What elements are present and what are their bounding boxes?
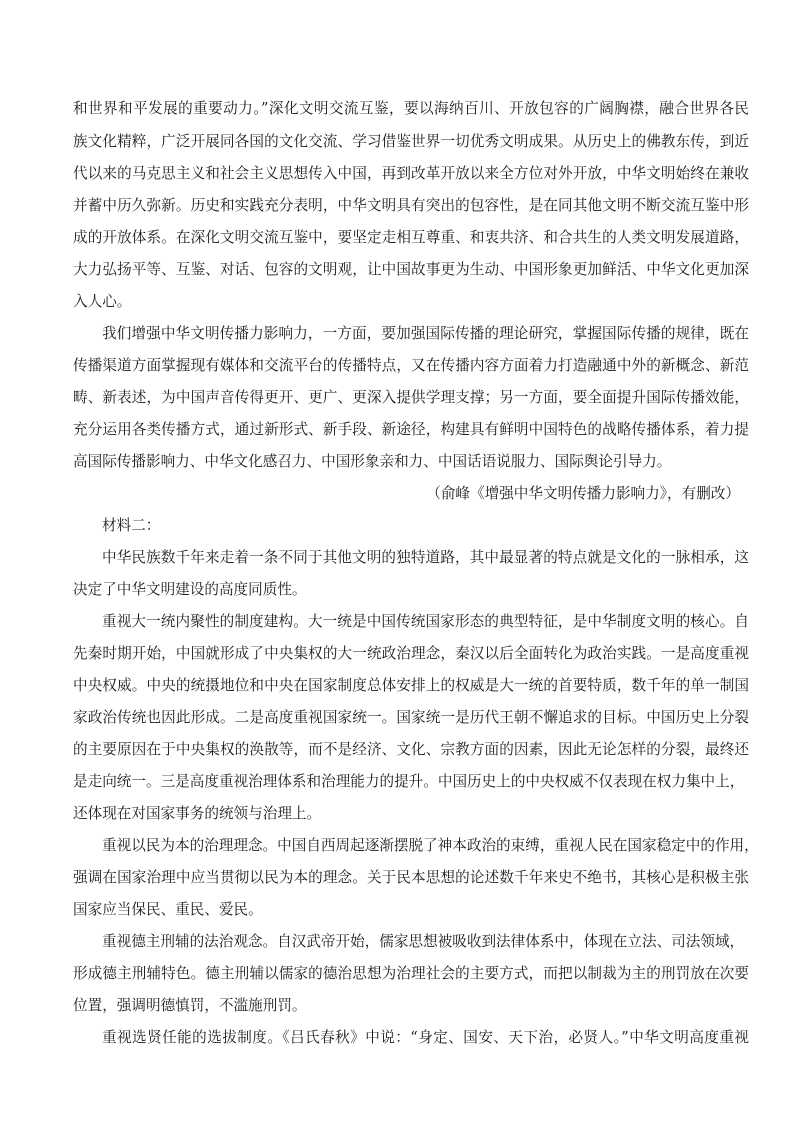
text-line: 重视德主刑辅的法治观念。自汉武帝开始，儒家思想被吸收到法律体系中，体现在立法、司法领域， bbox=[102, 933, 745, 950]
text-line: 传播渠道方面掌握现有媒体和交流平台的传播特点，又在传播内容方面着力打造融通中外的新概念、新范 bbox=[73, 357, 749, 374]
text-line: 决定了中华文明建设的高度同质性。 bbox=[73, 581, 307, 598]
text-line: 重视大一统内聚性的制度建构。大一统是中国传统国家形态的典型特征，是中华制度文明的核心。自 bbox=[102, 613, 749, 630]
text-line: 中央权威。中央的统摄地位和中央在国家制度总体安排上的权威是大一统的首要特质，数千年的单一制国 bbox=[73, 677, 749, 694]
text-line: 畴、新表述，为中国声音传得更开、更广、更深入提供学理支撑；另一方面，要全面提升国际传播效能， bbox=[73, 389, 749, 406]
text-line: 我们增强中华文明传播力影响力，一方面，要加强国际传播的理论研究，掌握国际传播的规律，既在 bbox=[102, 325, 749, 342]
text-line: 重视选贤任能的选拔制度。《吕氏春秋》中说：“身定、国安、天下治，必贤人。”中华文明高度重视 bbox=[102, 1029, 749, 1046]
text-line: 大力弘扬平等、互鉴、对话、包容的文明观，让中国故事更为生动、中国形象更加鲜活、中华文化更加深 bbox=[73, 261, 749, 278]
text-line: 强调在国家治理中应当贯彻以民为本的理念。关于民本思想的论述数千年来史不绝书，其核心是积极主张 bbox=[73, 869, 749, 886]
text-line: 位置，强调明德慎罚，不滥施刑罚。 bbox=[73, 997, 307, 1014]
text-line: 重视以民为本的治理理念。中国自西周起逐渐摆脱了神本政治的束缚，重视人民在国家稳定中的作用， bbox=[102, 837, 759, 854]
section-label: 材料二： bbox=[102, 517, 161, 534]
text-line: 充分运用各类传播方式，通过新形式、新手段、新途径，构建具有鲜明中国特色的战略传播体系，着力提 bbox=[73, 421, 749, 438]
text-line: 先秦时期开始，中国就形成了中央集权的大一统政治理念，秦汉以后全面转化为政治实践。一是高度重视 bbox=[73, 645, 749, 662]
text-line: 家政治传统也因此形成。二是高度重视国家统一。国家统一是历代王朝不懈追求的目标。中国历史上分裂 bbox=[73, 709, 749, 726]
text-line: 入人心。 bbox=[73, 293, 132, 310]
text-line: 的主要原因在于中央集权的涣散等，而不是经济、文化、宗教方面的因素，因此无论怎样的分裂，最终还 bbox=[73, 741, 749, 758]
text-line: 和世界和平发展的重要动力。”深化文明交流互鉴，要以海纳百川、开放包容的广阔胸襟，融合世界各民 bbox=[73, 100, 749, 117]
citation: （俞峰《增强中华文明传播力影响力》，有删改） bbox=[426, 485, 740, 502]
text-line: 代以来的马克思主义和社会主义思想传入中国，再到改革开放以来全方位对外开放，中华文明始终在兼收 bbox=[73, 165, 749, 182]
text-line: 还体现在对国家事务的统领与治理上。 bbox=[73, 805, 322, 822]
text-line: 国家应当保民、重民、爱民。 bbox=[73, 901, 263, 918]
text-line: 高国际传播影响力、中华文化感召力、中国形象亲和力、中国话语说服力、国际舆论引导力。 bbox=[73, 453, 672, 470]
text-line: 成的开放体系。在深化文明交流互鉴中，要坚定走相互尊重、和衷共济、和合共生的人类文明发展道路， bbox=[73, 229, 749, 246]
text-line: 形成德主刑辅特色。德主刑辅以儒家的德治思想为治理社会的主要方式，而把以制裁为主的刑罚放在次要 bbox=[73, 965, 749, 982]
text-line: 族文化精粹，广泛开展同各国的文化交流、学习借鉴世界一切优秀文明成果。从历史上的佛教东传，到近 bbox=[73, 133, 749, 150]
text-line: 并蓄中历久弥新。历史和实践充分表明，中华文明具有突出的包容性，是在同其他文明不断交流互鉴中形 bbox=[73, 197, 749, 214]
text-line: 是走向统一。三是高度重视治理体系和治理能力的提升。中国历史上的中央权威不仅表现在权力集中上， bbox=[73, 773, 745, 790]
text-line: 中华民族数千年来走着一条不同于其他文明的独特道路，其中最显著的特点就是文化的一脉相承，这 bbox=[102, 549, 749, 566]
